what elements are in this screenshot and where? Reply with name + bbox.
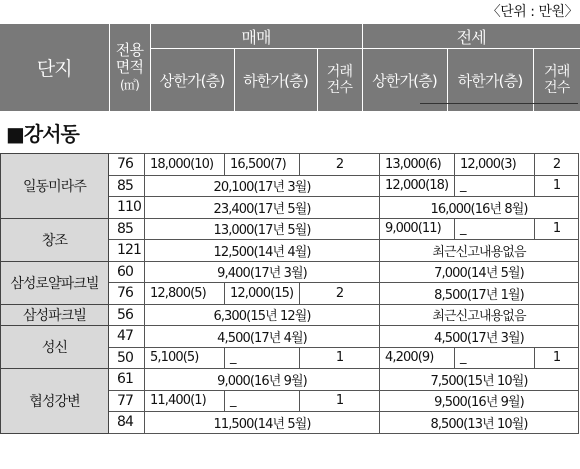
jeonse-deal-count: 1 xyxy=(535,175,579,197)
jeonse-period-price: 16,000(16년 8월) xyxy=(380,197,579,219)
sale-lower-price: 16,500(7) xyxy=(225,154,300,176)
complex-name: 협성강변 xyxy=(1,369,109,434)
header-jeonse-count xyxy=(533,49,580,112)
sale-period-price: 20,100(17년 3월) xyxy=(145,175,380,197)
district-title: ■강서동 xyxy=(6,122,79,146)
header-table xyxy=(0,24,580,111)
sale-period-price: 6,300(15년 12월) xyxy=(145,304,380,326)
header-sale-upper: 상한가(층) xyxy=(150,49,234,112)
table-row xyxy=(1,326,579,348)
sale-deal-count: 1 xyxy=(300,347,380,369)
header-area-unit: (㎡) xyxy=(120,77,139,92)
area-value: 60 xyxy=(109,261,145,283)
table-row xyxy=(1,218,579,240)
area-value: 61 xyxy=(109,369,145,391)
jeonse-period-price: 8,500(13년 10월) xyxy=(380,412,579,434)
jeonse-lower-price: _ xyxy=(455,218,535,240)
header-sale-lower: 하한가(층) xyxy=(234,49,317,112)
complex-name: 성신 xyxy=(1,326,109,369)
jeonse-deal-count: 1 xyxy=(535,218,579,240)
area-value: 47 xyxy=(109,326,145,348)
area-value: 56 xyxy=(109,304,145,326)
header-jeonse-upper: 상한가(층) xyxy=(362,49,447,112)
sale-upper-price: 18,000(10) xyxy=(145,154,225,176)
header-underline xyxy=(420,103,578,104)
jeonse-deal-count: 2 xyxy=(535,154,579,176)
table-row xyxy=(1,369,579,391)
sale-deal-count: 1 xyxy=(300,390,380,412)
table-row xyxy=(1,304,579,326)
area-value: 84 xyxy=(109,412,145,434)
jeonse-period-price: 최근신고내용없음 xyxy=(380,304,579,326)
jeonse-period-price: 최근신고내용없음 xyxy=(380,240,579,262)
sale-period-price: 9,000(16년 9월) xyxy=(145,369,380,391)
header-complex: 단지 xyxy=(0,24,109,111)
unit-label: 〈단위 : 만원〉 xyxy=(486,4,578,20)
sale-period-price: 11,500(14년 5월) xyxy=(145,412,380,434)
sale-deal-count: 2 xyxy=(300,154,380,176)
area-value: 76 xyxy=(109,154,145,176)
sale-period-price: 13,000(17년 5월) xyxy=(145,218,380,240)
complex-name: 창조 xyxy=(1,218,109,261)
table-row xyxy=(1,261,579,283)
jeonse-period-price: 8,500(17년 1월) xyxy=(380,283,579,305)
sale-deal-count: 2 xyxy=(300,283,380,305)
area-value: 50 xyxy=(109,347,145,369)
header-area-label: 전용면적 xyxy=(115,40,144,76)
jeonse-period-price: 4,500(17년 3월) xyxy=(380,326,579,348)
jeonse-lower-price: 12,000(3) xyxy=(455,154,535,176)
sale-lower-price: _ xyxy=(225,390,300,412)
sale-upper-price: 11,400(1) xyxy=(145,390,225,412)
sale-lower-price: 12,000(15) xyxy=(225,283,300,305)
header-jeonse-lower: 하한가(층) xyxy=(447,49,533,112)
sale-period-price: 4,500(17년 4월) xyxy=(145,326,380,348)
jeonse-period-price: 9,500(16년 9월) xyxy=(380,390,579,412)
sale-period-price: 9,400(17년 3월) xyxy=(145,261,380,283)
header-jeonse: 전세 xyxy=(362,24,580,49)
area-value: 85 xyxy=(109,218,145,240)
area-value: 85 xyxy=(109,175,145,197)
sale-period-price: 23,400(17년 5월) xyxy=(145,197,380,219)
jeonse-deal-count: 1 xyxy=(535,347,579,369)
area-value: 110 xyxy=(109,197,145,219)
complex-name: 일동미라주 xyxy=(1,154,109,219)
jeonse-lower-price: _ xyxy=(455,175,535,197)
header-sale-count xyxy=(317,49,362,112)
area-value: 77 xyxy=(109,390,145,412)
header-sale: 매매 xyxy=(150,24,362,49)
complex-name: 삼성파크빌 xyxy=(1,304,109,326)
header-area xyxy=(109,24,150,111)
header-sale-count-label: 거래건수 xyxy=(326,64,353,96)
jeonse-upper-price: 9,000(11) xyxy=(380,218,455,240)
table-row xyxy=(1,154,579,176)
jeonse-upper-price: 12,000(18) xyxy=(380,175,455,197)
sale-upper-price: 5,100(5) xyxy=(145,347,225,369)
area-value: 76 xyxy=(109,283,145,305)
jeonse-upper-price: 13,000(6) xyxy=(380,154,455,176)
jeonse-lower-price: _ xyxy=(455,347,535,369)
jeonse-period-price: 7,500(15년 10월) xyxy=(380,369,579,391)
complex-name: 삼성로얄파크빌 xyxy=(1,261,109,304)
sale-upper-price: 12,800(5) xyxy=(145,283,225,305)
price-table xyxy=(0,153,579,434)
header-jeonse-count-label: 거래건수 xyxy=(544,64,570,96)
sale-lower-price: _ xyxy=(225,347,300,369)
sale-period-price: 12,500(14년 4월) xyxy=(145,240,380,262)
area-value: 121 xyxy=(109,240,145,262)
jeonse-upper-price: 4,200(9) xyxy=(380,347,455,369)
jeonse-period-price: 7,000(14년 5월) xyxy=(380,261,579,283)
